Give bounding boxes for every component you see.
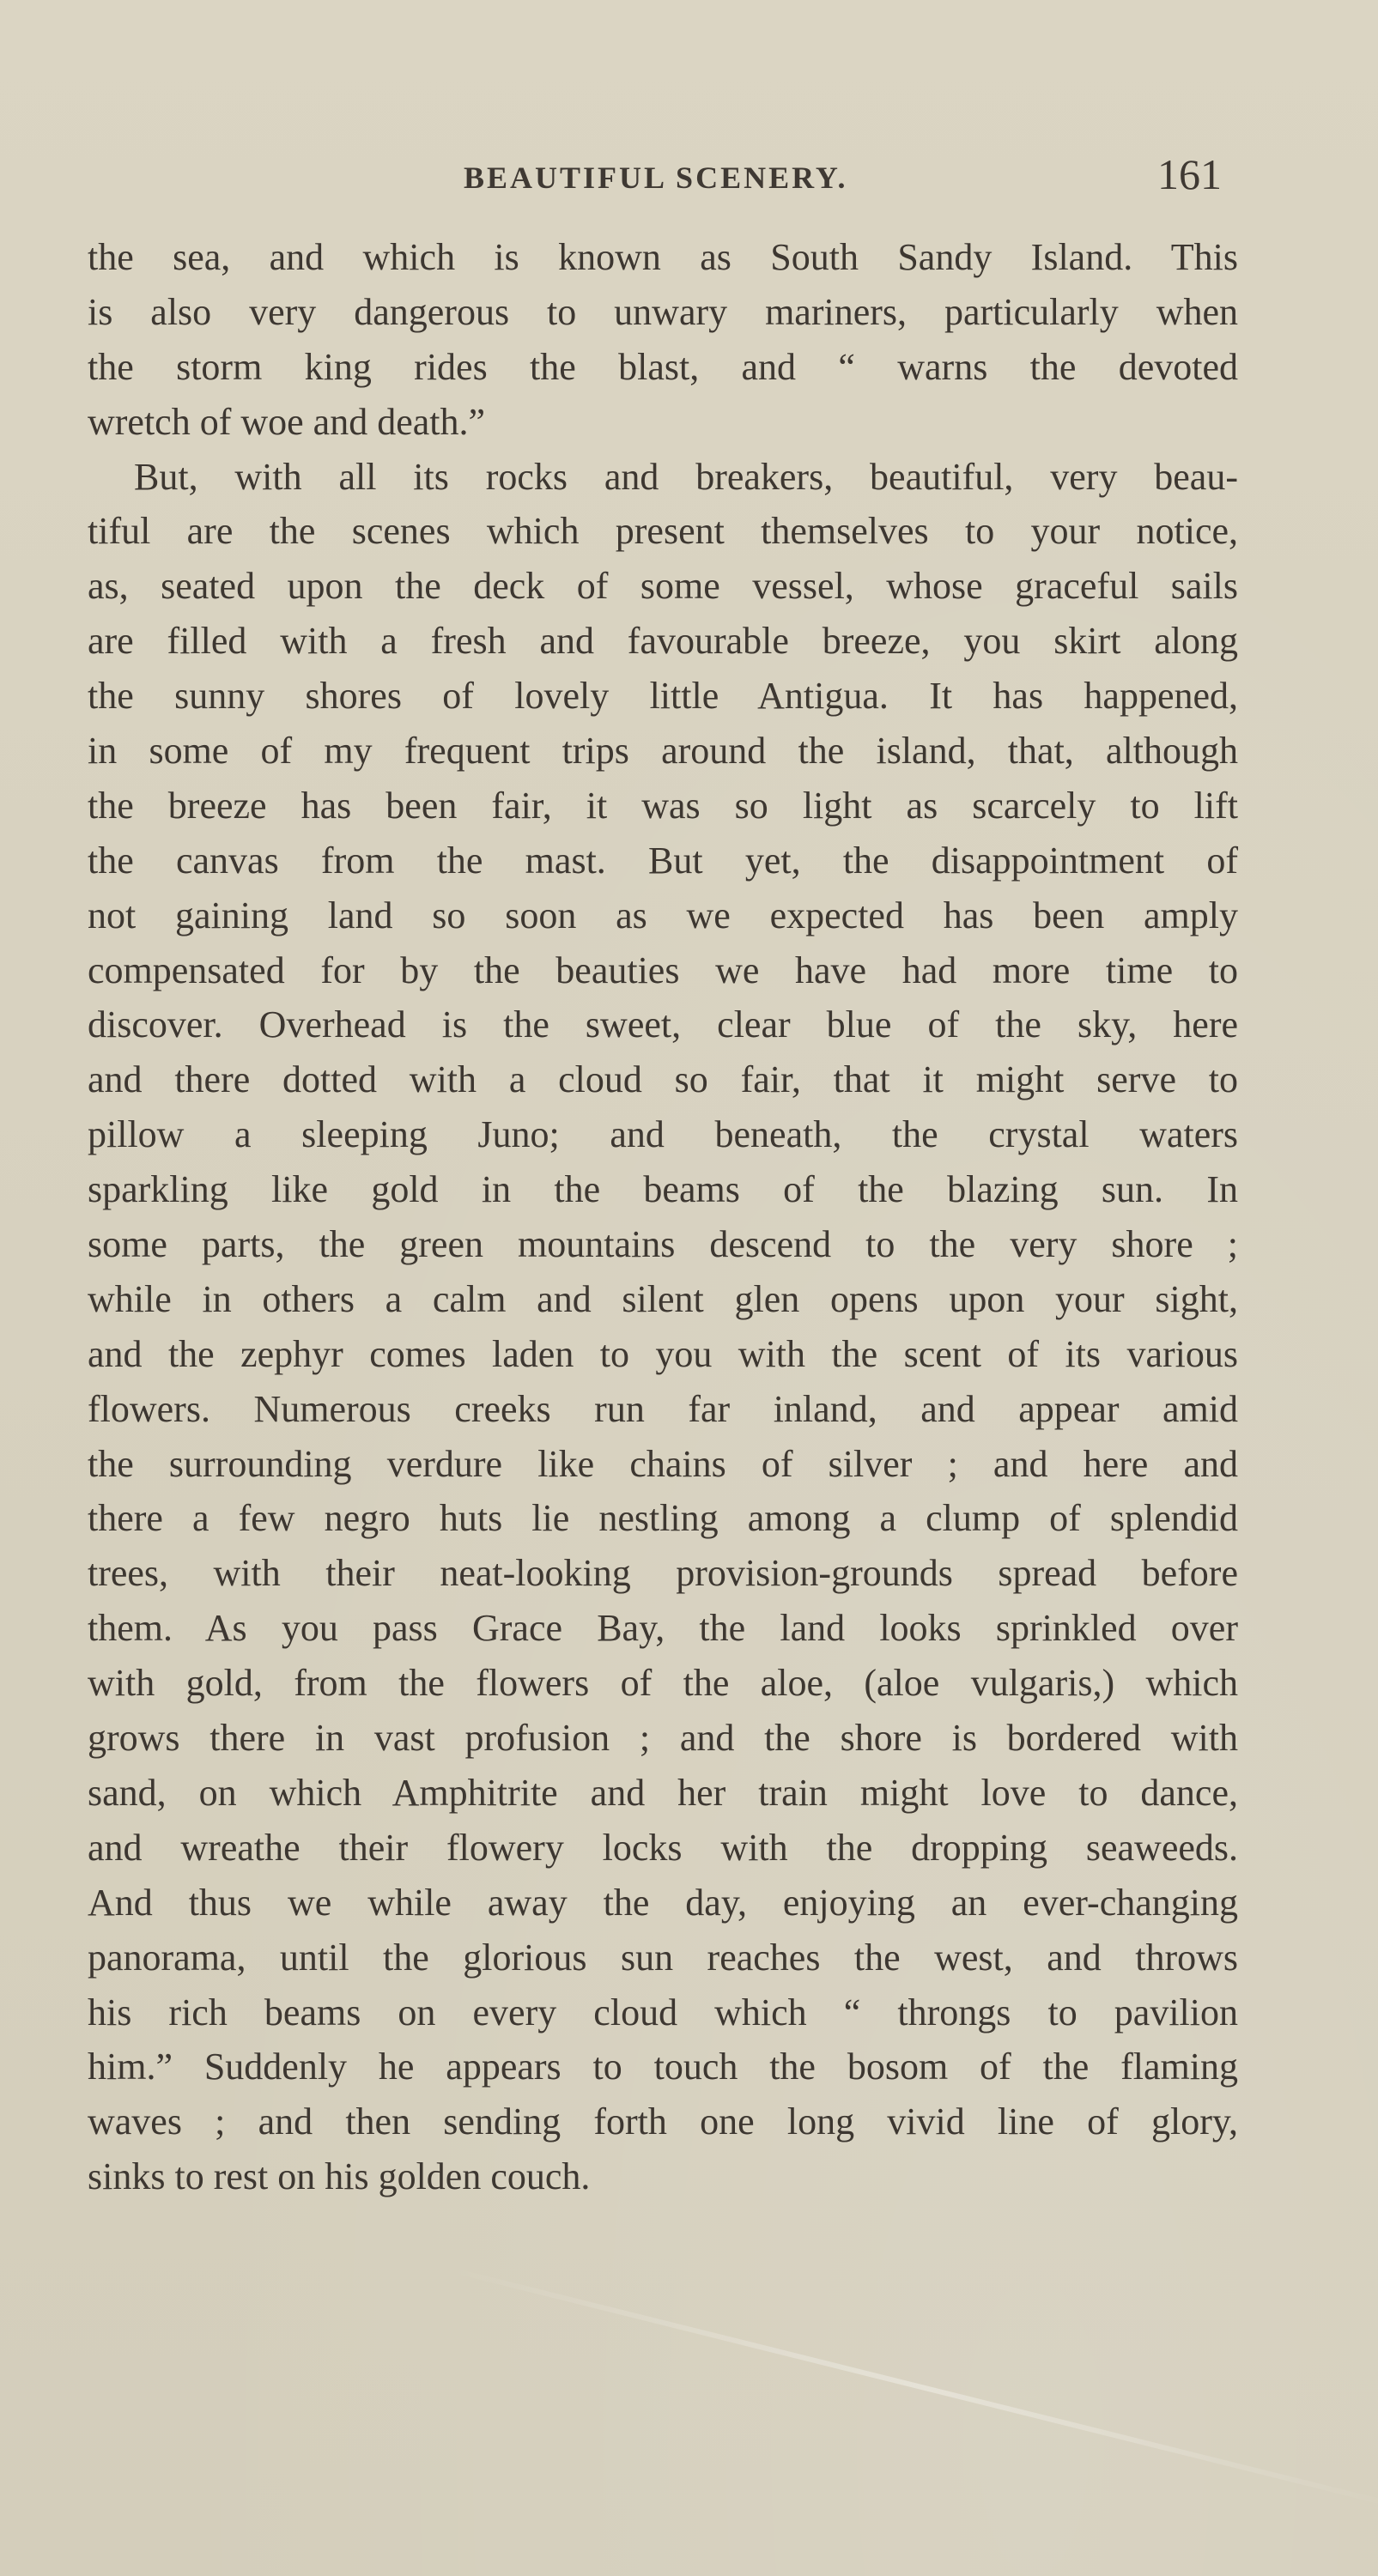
text-line: not gaining land so soon as we expected has been amply	[88, 894, 1238, 936]
text-line: flowers. Numerous creeks run far inland, and appear amid	[88, 1387, 1238, 1430]
text-line: And thus we while away the day, enjoying an ever-changing	[88, 1881, 1238, 1924]
text-line: in some of my frequent trips around the island, that, although	[88, 730, 1238, 773]
text-line: the breeze has been fair, it was so light as scarcely to lift	[88, 784, 1238, 827]
body-text	[88, 230, 1238, 2204]
text-line: pillow a sleeping Juno; and beneath, the crystal waters	[88, 1113, 1238, 1156]
text-line: with gold, from the flowers of the aloe, (aloe vulgaris,) which	[88, 1662, 1238, 1705]
text-line: as, seated upon the deck of some vessel, whose graceful sails	[88, 565, 1238, 608]
text-line: wretch of woe and death.”	[88, 400, 486, 443]
page-header	[0, 150, 1378, 206]
text-line: and the zephyr comes laden to you with the scent of its various	[88, 1332, 1238, 1375]
text-line: there a few negro huts lie nestling among a clump of splendid	[88, 1497, 1238, 1540]
text-line: the storm king rides the blast, and “ warns the devoted	[88, 345, 1238, 388]
text-line: the surrounding verdure like chains of silver ; and here and	[88, 1442, 1238, 1485]
text-line: sand, on which Amphitrite and her train might love to dance,	[88, 1771, 1238, 1814]
text-line: panorama, until the glorious sun reaches the west, and throws	[88, 1936, 1238, 1979]
text-line: grows there in vast profusion ; and the shore is bordered with	[88, 1717, 1238, 1760]
text-line: while in others a calm and silent glen opens upon your sight,	[88, 1277, 1238, 1320]
text-line: compensated for by the beauties we have had more time to	[88, 949, 1238, 991]
text-line: waves ; and then sending forth one long vivid line of glory,	[88, 2100, 1238, 2143]
paper-crease	[446, 2266, 1378, 2510]
text-line: sinks to rest on his golden couch.	[88, 2155, 591, 2198]
page-number: 161	[1157, 150, 1222, 198]
text-line: are filled with a fresh and favourable breeze, you skirt along	[88, 620, 1238, 663]
text-line: and there dotted with a cloud so fair, that it might serve to	[88, 1058, 1238, 1101]
text-line: trees, with their neat-looking provision-grounds spread before	[88, 1552, 1238, 1595]
text-line: his rich beams on every cloud which “ throngs to pavilion	[88, 1991, 1238, 2034]
text-line: him.” Suddenly he appears to touch the bosom of the flaming	[88, 2046, 1238, 2088]
text-line: the sunny shores of lovely little Antigua. It has happened,	[88, 675, 1238, 718]
text-line: the canvas from the mast. But yet, the disappointment of	[88, 839, 1238, 882]
text-line: tiful are the scenes which present themselves to your notice,	[88, 510, 1238, 553]
text-line: But, with all its rocks and breakers, beautiful, very beau-	[134, 455, 1238, 498]
text-line: discover. Overhead is the sweet, clear blue of the sky, here	[88, 1003, 1238, 1046]
text-line: them. As you pass Grace Bay, the land looks sprinkled over	[88, 1607, 1238, 1650]
text-line: and wreathe their flowery locks with the dropping seaweeds.	[88, 1826, 1238, 1869]
text-line: sparkling like gold in the beams of the blazing sun. In	[88, 1168, 1238, 1211]
text-line: the sea, and which is known as South Sandy Island. This	[88, 236, 1238, 278]
running-head: BEAUTIFUL SCENERY.	[464, 161, 848, 195]
text-line: some parts, the green mountains descend to the very shore ;	[88, 1223, 1238, 1266]
text-line: is also very dangerous to unwary mariners, particularly when	[88, 290, 1238, 333]
